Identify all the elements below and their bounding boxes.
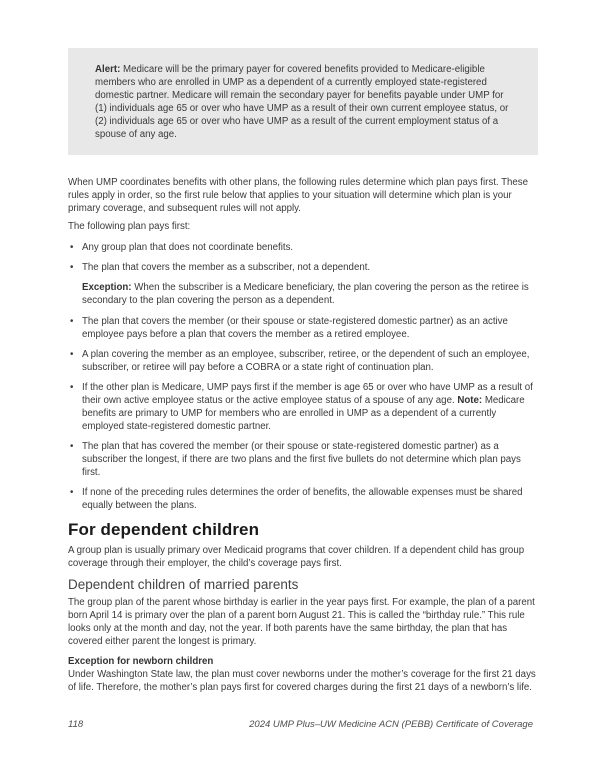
list-lead: The following plan pays first: — [68, 221, 191, 232]
list-item — [68, 241, 538, 254]
section-heading: For dependent children — [68, 520, 260, 539]
page-footer — [68, 718, 533, 731]
bullet-text: If none of the preceding rules determines the order of benefits, the allowable expenses must be shared equally between the plans. — [82, 487, 523, 511]
bullet-text: Medicare benefits are primary to UMP for members who are enrolled in UMP as a dependent of a currently employed state-registered domestic partner. — [82, 395, 525, 432]
list-item — [68, 440, 538, 479]
rules-list — [68, 241, 538, 274]
alert-box — [68, 48, 538, 155]
newborn-paragraph: Under Washington State law, the plan must cover newborns under the mother’s coverage for the first 21 days of life. Therefore, the mother’s plan pays first for covered charges during the first 21 days of a newborn’s life. — [68, 669, 536, 693]
list-item — [68, 261, 538, 274]
list-item — [68, 315, 538, 341]
list-item — [68, 381, 538, 433]
bullet-icon: • — [70, 487, 74, 498]
alert-text: Medicare will be the primary payer for covered benefits provided to Medicare-eligible members who are enrolled in UMP as a dependent of a currently employed state-registered domestic partner. Medicare will remain the secondary payer for benefits payable under UMP for (1) individuals age 65 or over who have UMP as a result of their own current employee status, or (2) individuals age 65 or over who have UMP as a result of the current employment status of a spouse of any age. — [95, 64, 509, 140]
bullet-icon: • — [70, 349, 74, 360]
bullet-text: The plan that covers the member (or their spouse or state-registered domestic partner) as an active employee pays before a plan that covers the member as a retired employee. — [82, 316, 508, 340]
bullet-icon: • — [70, 316, 74, 327]
bullet-text: The plan that has covered the member (or their spouse or state-registered domestic partner) as a subscriber the longest, if there are two plans and the first five bullets do not determine which plan pays first. — [82, 441, 521, 478]
bullet-icon: • — [70, 242, 74, 253]
exception-paragraph — [82, 281, 538, 307]
exception-label: Exception: — [82, 282, 132, 293]
exception-text: When the subscriber is a Medicare beneficiary, the plan covering the person as the retiree is secondary to the plan covering the person as a dependent. — [82, 282, 529, 306]
bullet-icon: • — [70, 262, 74, 273]
bullet-text: If the other plan is Medicare, UMP pays first if the member is age 65 or over who have UMP as a result of their own active employee status or the active employee status of a spouse of any age. — [82, 382, 533, 406]
page-content — [68, 48, 538, 699]
list-item — [68, 348, 538, 374]
note-label: Note: — [457, 395, 483, 406]
sub-heading: Dependent children of married parents — [68, 577, 299, 592]
document-title: 2024 UMP Plus–UW Medicine ACN (PEBB) Certificate of Coverage — [249, 719, 533, 730]
rules-list-continued — [68, 315, 538, 512]
bullet-text: A plan covering the member as an employee, subscriber, retiree, or the dependent of such an employee, subscriber, or retiree will pay before a COBRA or a state right of continuation plan. — [82, 349, 530, 373]
newborn-exception-heading: Exception for newborn children — [68, 656, 214, 667]
bullet-icon: • — [70, 441, 74, 452]
list-item — [68, 486, 538, 512]
section-intro: A group plan is usually primary over Medicaid programs that cover children. If a dependent child has group coverage through their employer, the child’s coverage pays first. — [68, 545, 525, 569]
bullet-icon: • — [70, 382, 74, 393]
intro-paragraph: When UMP coordinates benefits with other plans, the following rules determine which plan pays first. These rules apply in order, so the first rule below that applies to your situation will determine which plan is your primary coverage, and subsequent rules will not apply. — [68, 177, 529, 214]
alert-label: Alert: — [95, 64, 121, 75]
bullet-text: The plan that covers the member as a subscriber, not a dependent. — [82, 262, 371, 273]
married-parents-paragraph: The group plan of the parent whose birthday is earlier in the year pays first. For example, the plan of a parent born April 14 is primary over the plan of a parent born August 21. This is called the “birthday rule.” This rule looks only at the month and day, not the year. If both parents have the same birthday, the plan that has covered either parent the longest is primary. — [68, 597, 535, 647]
page-number: 118 — [68, 719, 84, 730]
bullet-text: Any group plan that does not coordinate benefits. — [82, 242, 294, 253]
